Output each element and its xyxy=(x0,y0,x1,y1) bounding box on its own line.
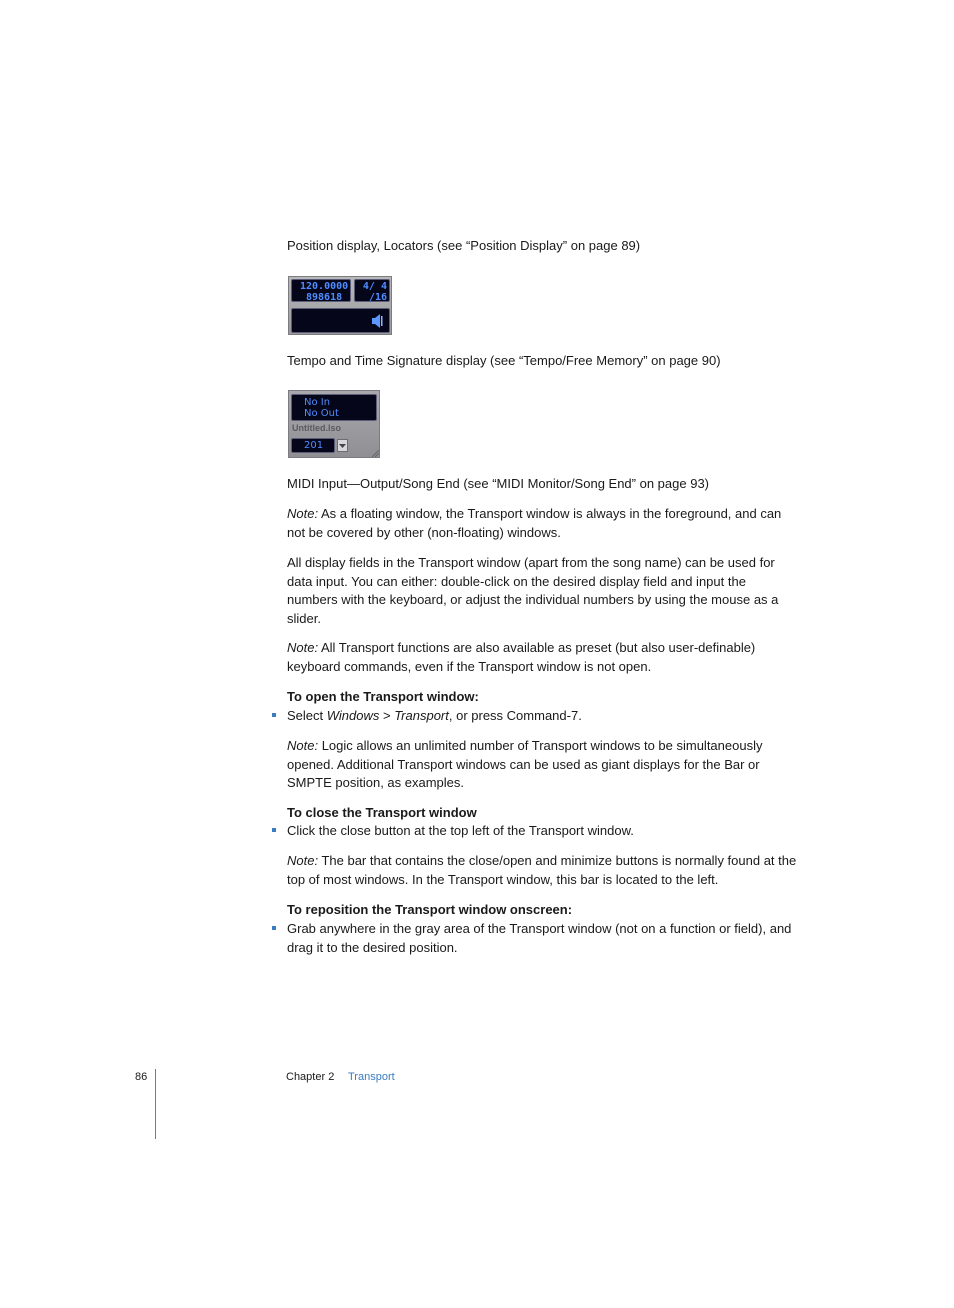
bullet-open-transport xyxy=(287,707,797,726)
note-close-bar xyxy=(287,852,797,889)
page-number: 86 xyxy=(135,1071,148,1083)
song-end-stepper[interactable] xyxy=(337,439,348,452)
memory-value: 898618 xyxy=(306,292,343,303)
note-text: Logic allows an unlimited number of Transport windows to be simultaneously opened. Additional Transport windows can be used as giant displays for the Bar or SMPTE position, as examples. xyxy=(287,738,763,791)
midi-monitor-display[interactable] xyxy=(291,394,377,421)
tempo-display[interactable] xyxy=(291,279,351,302)
caption-position-display: Position display, Locators (see “Position Display” on page 89) xyxy=(287,238,641,253)
bullet-text: > xyxy=(379,708,395,723)
menu-windows: Windows xyxy=(326,708,380,723)
note-text: As a floating window, the Transport window is always in the foreground, and can not be covered by other (non-floating) windows. xyxy=(287,506,782,540)
heading-open-transport: To open the Transport window: xyxy=(287,689,479,704)
bullet-icon xyxy=(272,926,276,930)
heading-reposition-transport: To reposition the Transport window onscreen: xyxy=(287,902,573,917)
menu-transport: Transport xyxy=(394,708,449,723)
note-floating-window xyxy=(287,505,797,542)
note-label: Note: xyxy=(287,506,319,521)
note-text: The bar that contains the close/open and minimize buttons is normally found at the top of most windows. In the Transport window, this bar is located to the left. xyxy=(287,853,797,887)
note-label: Note: xyxy=(287,738,319,753)
bullet-icon xyxy=(272,828,276,832)
chevron-down-icon xyxy=(338,440,347,451)
bullet-text: Select xyxy=(287,708,327,723)
note-label: Note: xyxy=(287,640,319,655)
note-keyboard-commands xyxy=(287,639,797,676)
bullet-icon xyxy=(272,713,276,717)
display-fields-paragraph: All display fields in the Transport window (apart from the song name) can be used for data input. You can either: double-click on the desired display field and input the numbers with the keyboard, or adjust the individual numbers by using the mouse as a slider. xyxy=(287,555,779,626)
locator-display[interactable] xyxy=(291,308,390,333)
signature-bottom: /16 xyxy=(368,292,387,303)
tempo-value: 120.0000 xyxy=(300,281,349,292)
note-text: All Transport functions are also available as preset (but also user-definable) keyboard commands, even if the Transport window is not open. xyxy=(287,640,756,674)
heading-close-transport: To close the Transport window xyxy=(287,805,477,820)
midi-in-value: No In xyxy=(304,397,331,408)
time-signature-display[interactable] xyxy=(354,279,390,302)
speaker-icon xyxy=(371,314,383,328)
note-multiple-windows xyxy=(287,737,797,793)
footer-chapter: Chapter 2 xyxy=(286,1071,335,1083)
caption-tempo-display: Tempo and Time Signature display (see “Tempo/Free Memory” on page 90) xyxy=(287,353,721,368)
song-end-display[interactable] xyxy=(291,438,335,453)
note-label: Note: xyxy=(287,853,319,868)
caption-midi-display: MIDI Input—Output/Song End (see “MIDI Monitor/Song End” on page 93) xyxy=(287,476,709,491)
song-end-value: 201 xyxy=(304,440,324,451)
footer-chapter-title: Transport xyxy=(348,1071,395,1083)
bullet-text: , or press Command-7. xyxy=(448,708,582,723)
midi-out-value: No Out xyxy=(304,408,339,419)
tempo-signature-panel xyxy=(288,276,392,335)
resize-grip-icon[interactable] xyxy=(371,449,379,457)
song-name: Untitled.lso xyxy=(292,423,341,433)
midi-songend-panel xyxy=(288,390,380,458)
bullet-reposition-transport: Grab anywhere in the gray area of the Transport window (not on a function or field), and drag it to the desired position. xyxy=(287,921,792,955)
bullet-close-transport: Click the close button at the top left of the Transport window. xyxy=(287,823,634,838)
signature-top: 4/ 4 xyxy=(362,281,387,292)
footer-divider xyxy=(155,1069,156,1139)
